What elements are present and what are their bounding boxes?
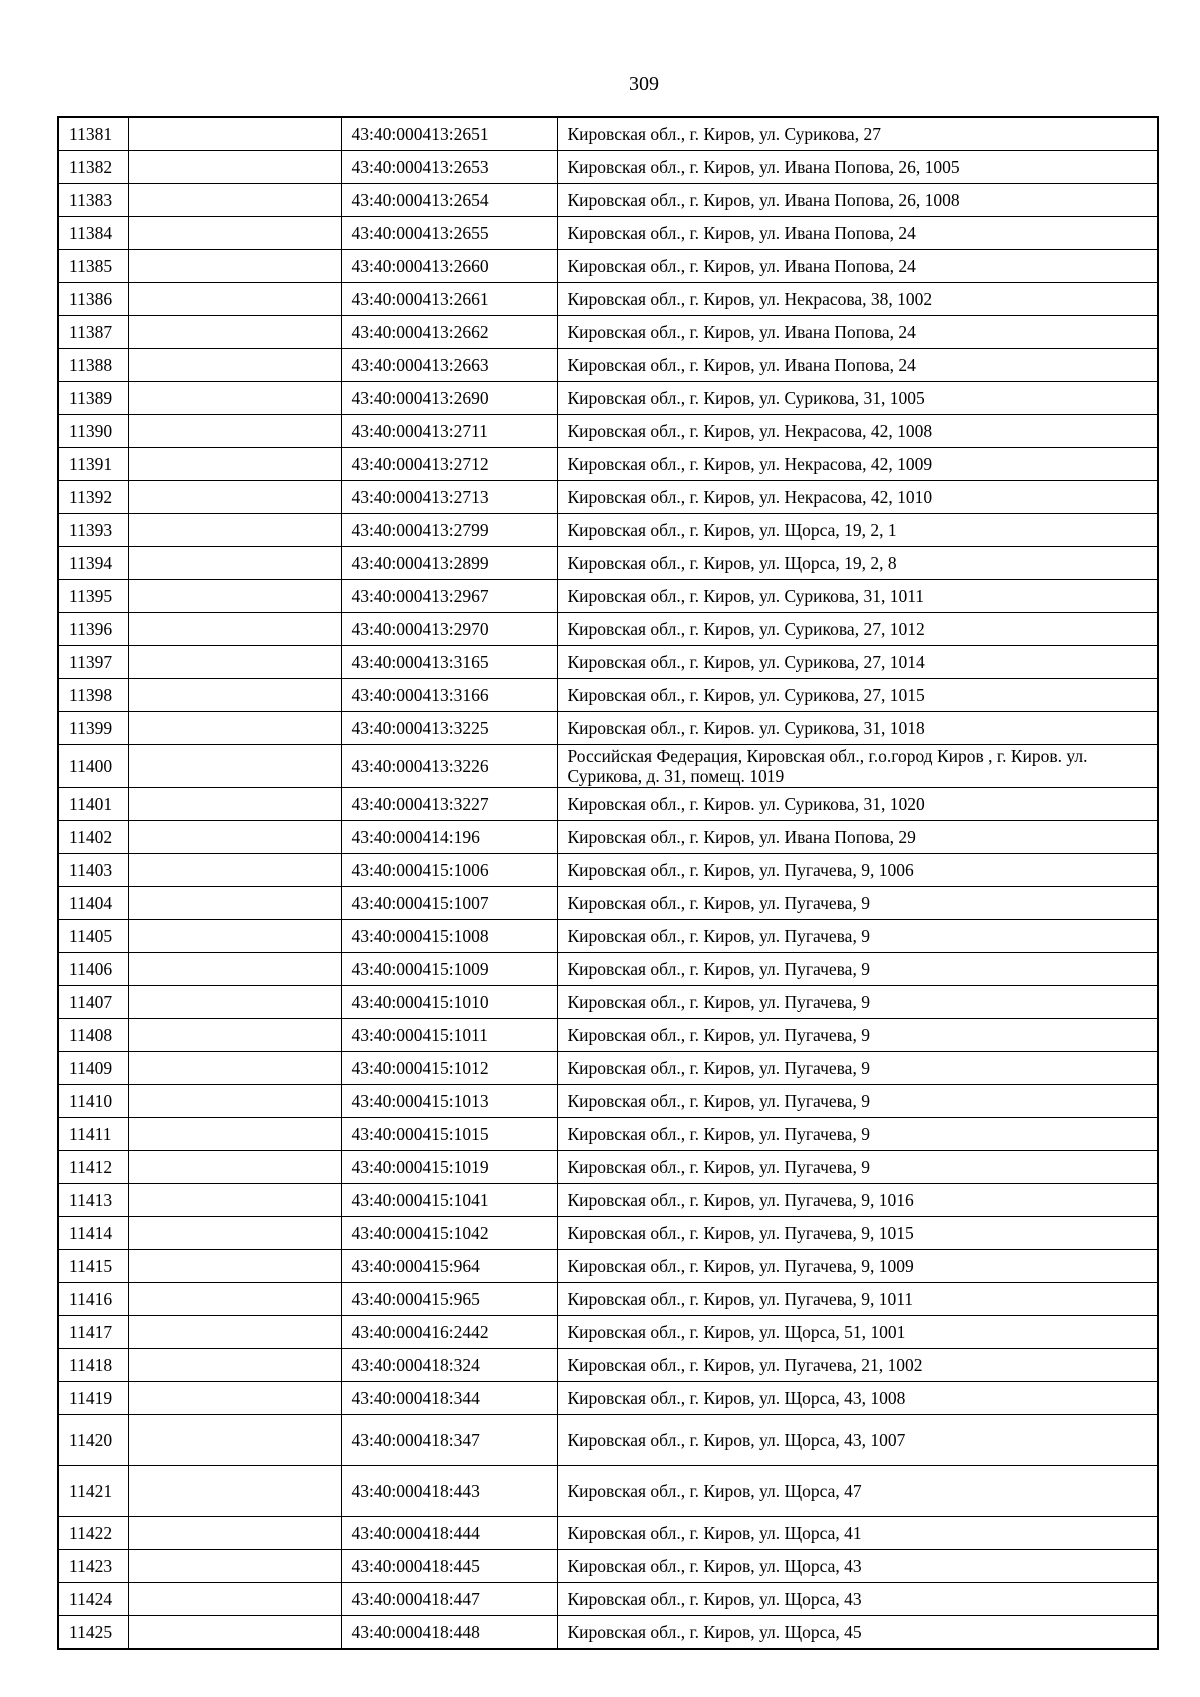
cadastral-number-cell: 43:40:000413:2712	[341, 448, 557, 481]
address-cell: Кировская обл., г. Киров, ул. Пугачева, 9, 1006	[557, 854, 1158, 887]
cadastral-number-cell: 43:40:000413:3225	[341, 712, 557, 745]
page-number: 309	[629, 73, 659, 95]
row-number-cell: 11391	[58, 448, 128, 481]
empty-cell	[128, 250, 341, 283]
row-number-cell: 11383	[58, 184, 128, 217]
table-row	[58, 1349, 1158, 1382]
address-cell: Кировская обл., г. Киров, ул. Пугачева, 9	[557, 920, 1158, 953]
empty-cell	[128, 1349, 341, 1382]
empty-cell	[128, 349, 341, 382]
cadastral-number-cell: 43:40:000415:1012	[341, 1052, 557, 1085]
empty-cell	[128, 1250, 341, 1283]
empty-cell	[128, 1466, 341, 1517]
row-number-cell: 11389	[58, 382, 128, 415]
table-row	[58, 646, 1158, 679]
cadastral-number-cell: 43:40:000418:443	[341, 1466, 557, 1517]
empty-cell	[128, 117, 341, 151]
table-row	[58, 382, 1158, 415]
row-number-cell: 11417	[58, 1316, 128, 1349]
table-row	[58, 1250, 1158, 1283]
table-row	[58, 953, 1158, 986]
row-number-cell: 11420	[58, 1415, 128, 1466]
empty-cell	[128, 788, 341, 821]
row-number-cell: 11406	[58, 953, 128, 986]
empty-cell	[128, 679, 341, 712]
row-number-cell: 11424	[58, 1583, 128, 1616]
table-row	[58, 1316, 1158, 1349]
cadastral-number-cell: 43:40:000415:1010	[341, 986, 557, 1019]
table-row	[58, 1415, 1158, 1466]
cadastral-number-cell: 43:40:000415:964	[341, 1250, 557, 1283]
cadastral-number-cell: 43:40:000413:2663	[341, 349, 557, 382]
empty-cell	[128, 382, 341, 415]
cadastral-number-cell: 43:40:000413:2654	[341, 184, 557, 217]
address-cell: Кировская обл., г. Киров, ул. Щорса, 43, 1007	[557, 1415, 1158, 1466]
table-row	[58, 217, 1158, 250]
table-row	[58, 821, 1158, 854]
address-cell: Кировская обл., г. Киров, ул. Пугачева, 9	[557, 887, 1158, 920]
table-row	[58, 547, 1158, 580]
cadastral-number-cell: 43:40:000413:3166	[341, 679, 557, 712]
table-row	[58, 448, 1158, 481]
address-cell: Кировская обл., г. Киров, ул. Щорса, 19, 2, 8	[557, 547, 1158, 580]
address-cell: Кировская обл., г. Киров, ул. Пугачева, 9	[557, 1085, 1158, 1118]
cadastral-number-cell: 43:40:000418:445	[341, 1550, 557, 1583]
address-cell: Кировская обл., г. Киров, ул. Ивана Попова, 24	[557, 316, 1158, 349]
cadastral-number-cell: 43:40:000413:2651	[341, 117, 557, 151]
empty-cell	[128, 854, 341, 887]
address-cell: Кировская обл., г. Киров, ул. Ивана Попова, 26, 1008	[557, 184, 1158, 217]
empty-cell	[128, 613, 341, 646]
table-row	[58, 1382, 1158, 1415]
registry-table	[57, 116, 1159, 1650]
row-number-cell: 11388	[58, 349, 128, 382]
cadastral-number-cell: 43:40:000415:965	[341, 1283, 557, 1316]
cadastral-number-cell: 43:40:000413:2653	[341, 151, 557, 184]
cadastral-number-cell: 43:40:000415:1042	[341, 1217, 557, 1250]
registry-table-body	[58, 117, 1158, 1649]
table-row	[58, 250, 1158, 283]
address-cell: Кировская обл., г. Киров, ул. Сурикова, 27, 1015	[557, 679, 1158, 712]
table-row	[58, 745, 1158, 788]
cadastral-number-cell: 43:40:000415:1019	[341, 1151, 557, 1184]
empty-cell	[128, 920, 341, 953]
cadastral-number-cell: 43:40:000415:1041	[341, 1184, 557, 1217]
cadastral-number-cell: 43:40:000418:447	[341, 1583, 557, 1616]
table-row	[58, 117, 1158, 151]
row-number-cell: 11393	[58, 514, 128, 547]
table-row	[58, 1019, 1158, 1052]
cadastral-number-cell: 43:40:000415:1006	[341, 854, 557, 887]
row-number-cell: 11423	[58, 1550, 128, 1583]
address-cell: Кировская обл., г. Киров, ул. Щорса, 19, 2, 1	[557, 514, 1158, 547]
address-cell: Кировская обл., г. Киров, ул. Пугачева, 9, 1015	[557, 1217, 1158, 1250]
empty-cell	[128, 184, 341, 217]
row-number-cell: 11394	[58, 547, 128, 580]
row-number-cell: 11422	[58, 1517, 128, 1550]
empty-cell	[128, 1283, 341, 1316]
empty-cell	[128, 821, 341, 854]
empty-cell	[128, 1085, 341, 1118]
row-number-cell: 11396	[58, 613, 128, 646]
empty-cell	[128, 283, 341, 316]
empty-cell	[128, 986, 341, 1019]
table-row	[58, 679, 1158, 712]
empty-cell	[128, 514, 341, 547]
row-number-cell: 11412	[58, 1151, 128, 1184]
empty-cell	[128, 1517, 341, 1550]
address-cell: Кировская обл., г. Киров, ул. Пугачева, 9	[557, 1019, 1158, 1052]
address-cell: Кировская обл., г. Киров, ул. Пугачева, 9	[557, 953, 1158, 986]
cadastral-number-cell: 43:40:000413:3165	[341, 646, 557, 679]
table-row	[58, 316, 1158, 349]
cadastral-number-cell: 43:40:000415:1015	[341, 1118, 557, 1151]
address-cell: Кировская обл., г. Киров, ул. Пугачева, 9	[557, 1118, 1158, 1151]
table-row	[58, 788, 1158, 821]
row-number-cell: 11382	[58, 151, 128, 184]
row-number-cell: 11397	[58, 646, 128, 679]
address-cell: Кировская обл., г. Киров, ул. Некрасова, 42, 1009	[557, 448, 1158, 481]
row-number-cell: 11386	[58, 283, 128, 316]
cadastral-number-cell: 43:40:000415:1007	[341, 887, 557, 920]
table-row	[58, 1085, 1158, 1118]
table-row	[58, 1517, 1158, 1550]
address-cell: Кировская обл., г. Киров. ул. Сурикова, 31, 1018	[557, 712, 1158, 745]
row-number-cell: 11399	[58, 712, 128, 745]
address-cell: Кировская обл., г. Киров, ул. Некрасова, 38, 1002	[557, 283, 1158, 316]
cadastral-number-cell: 43:40:000418:448	[341, 1616, 557, 1650]
cadastral-number-cell: 43:40:000413:2799	[341, 514, 557, 547]
cadastral-number-cell: 43:40:000415:1008	[341, 920, 557, 953]
address-cell: Кировская обл., г. Киров, ул. Ивана Попова, 24	[557, 217, 1158, 250]
table-row	[58, 1616, 1158, 1650]
table-row	[58, 887, 1158, 920]
empty-cell	[128, 1316, 341, 1349]
row-number-cell: 11400	[58, 745, 128, 788]
row-number-cell: 11413	[58, 1184, 128, 1217]
empty-cell	[128, 547, 341, 580]
cadastral-number-cell: 43:40:000413:2655	[341, 217, 557, 250]
address-cell: Кировская обл., г. Киров, ул. Щорса, 43	[557, 1583, 1158, 1616]
address-cell: Кировская обл., г. Киров, ул. Щорса, 51, 1001	[557, 1316, 1158, 1349]
table-row	[58, 1283, 1158, 1316]
cadastral-number-cell: 43:40:000418:347	[341, 1415, 557, 1466]
empty-cell	[128, 1151, 341, 1184]
address-cell: Кировская обл., г. Киров, ул. Сурикова, 31, 1011	[557, 580, 1158, 613]
address-cell: Кировская обл., г. Киров, ул. Щорса, 43	[557, 1550, 1158, 1583]
address-cell: Кировская обл., г. Киров, ул. Некрасова, 42, 1010	[557, 481, 1158, 514]
empty-cell	[128, 953, 341, 986]
address-cell: Кировская обл., г. Киров, ул. Пугачева, 9, 1016	[557, 1184, 1158, 1217]
table-row	[58, 1466, 1158, 1517]
empty-cell	[128, 887, 341, 920]
table-row	[58, 283, 1158, 316]
cadastral-number-cell: 43:40:000413:2970	[341, 613, 557, 646]
address-cell: Кировская обл., г. Киров, ул. Ивана Попова, 24	[557, 349, 1158, 382]
address-cell: Кировская обл., г. Киров, ул. Ивана Попова, 26, 1005	[557, 151, 1158, 184]
row-number-cell: 11390	[58, 415, 128, 448]
row-number-cell: 11407	[58, 986, 128, 1019]
cadastral-number-cell: 43:40:000413:2967	[341, 580, 557, 613]
cadastral-number-cell: 43:40:000415:1011	[341, 1019, 557, 1052]
empty-cell	[128, 1415, 341, 1466]
empty-cell	[128, 1019, 341, 1052]
address-cell: Кировская обл., г. Киров, ул. Сурикова, 27, 1012	[557, 613, 1158, 646]
cadastral-number-cell: 43:40:000413:2690	[341, 382, 557, 415]
address-cell: Кировская обл., г. Киров, ул. Щорса, 47	[557, 1466, 1158, 1517]
address-cell: Российская Федерация, Кировская обл., г.о.город Киров , г. Киров. ул. Сурикова, д. 31, помещ. 1019	[557, 745, 1158, 788]
table-row	[58, 920, 1158, 953]
empty-cell	[128, 1052, 341, 1085]
address-cell: Кировская обл., г. Киров, ул. Некрасова, 42, 1008	[557, 415, 1158, 448]
row-number-cell: 11398	[58, 679, 128, 712]
empty-cell	[128, 646, 341, 679]
row-number-cell: 11404	[58, 887, 128, 920]
address-cell: Кировская обл., г. Киров, ул. Пугачева, 9	[557, 986, 1158, 1019]
row-number-cell: 11414	[58, 1217, 128, 1250]
row-number-cell: 11411	[58, 1118, 128, 1151]
cadastral-number-cell: 43:40:000416:2442	[341, 1316, 557, 1349]
address-cell: Кировская обл., г. Киров, ул. Ивана Попова, 24	[557, 250, 1158, 283]
empty-cell	[128, 1118, 341, 1151]
row-number-cell: 11401	[58, 788, 128, 821]
row-number-cell: 11385	[58, 250, 128, 283]
row-number-cell: 11408	[58, 1019, 128, 1052]
table-row	[58, 415, 1158, 448]
empty-cell	[128, 316, 341, 349]
row-number-cell: 11381	[58, 117, 128, 151]
address-cell: Кировская обл., г. Киров, ул. Щорса, 41	[557, 1517, 1158, 1550]
cadastral-number-cell: 43:40:000418:344	[341, 1382, 557, 1415]
table-row	[58, 854, 1158, 887]
empty-cell	[128, 217, 341, 250]
row-number-cell: 11403	[58, 854, 128, 887]
row-number-cell: 11405	[58, 920, 128, 953]
cadastral-number-cell: 43:40:000413:3227	[341, 788, 557, 821]
empty-cell	[128, 1550, 341, 1583]
empty-cell	[128, 580, 341, 613]
cadastral-number-cell: 43:40:000413:2711	[341, 415, 557, 448]
cadastral-number-cell: 43:40:000413:2713	[341, 481, 557, 514]
empty-cell	[128, 745, 341, 788]
table-row	[58, 481, 1158, 514]
empty-cell	[128, 1184, 341, 1217]
table-row	[58, 1118, 1158, 1151]
table-row	[58, 613, 1158, 646]
table-row	[58, 1184, 1158, 1217]
empty-cell	[128, 712, 341, 745]
address-cell: Кировская обл., г. Киров, ул. Пугачева, 9, 1009	[557, 1250, 1158, 1283]
row-number-cell: 11410	[58, 1085, 128, 1118]
empty-cell	[128, 1583, 341, 1616]
cadastral-number-cell: 43:40:000418:444	[341, 1517, 557, 1550]
row-number-cell: 11416	[58, 1283, 128, 1316]
row-number-cell: 11425	[58, 1616, 128, 1650]
row-number-cell: 11384	[58, 217, 128, 250]
table-row	[58, 151, 1158, 184]
cadastral-number-cell: 43:40:000415:1009	[341, 953, 557, 986]
table-row	[58, 1217, 1158, 1250]
cadastral-number-cell: 43:40:000415:1013	[341, 1085, 557, 1118]
table-row	[58, 1583, 1158, 1616]
address-cell: Кировская обл., г. Киров, ул. Пугачева, 9, 1011	[557, 1283, 1158, 1316]
table-row	[58, 184, 1158, 217]
row-number-cell: 11409	[58, 1052, 128, 1085]
cadastral-number-cell: 43:40:000413:2660	[341, 250, 557, 283]
empty-cell	[128, 1217, 341, 1250]
cadastral-number-cell: 43:40:000413:2899	[341, 547, 557, 580]
empty-cell	[128, 415, 341, 448]
cadastral-number-cell: 43:40:000414:196	[341, 821, 557, 854]
empty-cell	[128, 151, 341, 184]
empty-cell	[128, 1382, 341, 1415]
row-number-cell: 11392	[58, 481, 128, 514]
empty-cell	[128, 448, 341, 481]
address-cell: Кировская обл., г. Киров, ул. Пугачева, 9	[557, 1052, 1158, 1085]
cadastral-number-cell: 43:40:000418:324	[341, 1349, 557, 1382]
row-number-cell: 11421	[58, 1466, 128, 1517]
cadastral-number-cell: 43:40:000413:2662	[341, 316, 557, 349]
cadastral-number-cell: 43:40:000413:2661	[341, 283, 557, 316]
address-cell: Кировская обл., г. Киров, ул. Пугачева, 21, 1002	[557, 1349, 1158, 1382]
table-row	[58, 1052, 1158, 1085]
empty-cell	[128, 481, 341, 514]
empty-cell	[128, 1616, 341, 1650]
address-cell: Кировская обл., г. Киров, ул. Щорса, 43, 1008	[557, 1382, 1158, 1415]
table-row	[58, 1151, 1158, 1184]
table-row	[58, 1550, 1158, 1583]
address-cell: Кировская обл., г. Киров. ул. Сурикова, 31, 1020	[557, 788, 1158, 821]
table-row	[58, 986, 1158, 1019]
address-cell: Кировская обл., г. Киров, ул. Щорса, 45	[557, 1616, 1158, 1650]
table-row	[58, 514, 1158, 547]
address-cell: Кировская обл., г. Киров, ул. Сурикова, 31, 1005	[557, 382, 1158, 415]
table-row	[58, 580, 1158, 613]
row-number-cell: 11415	[58, 1250, 128, 1283]
row-number-cell: 11402	[58, 821, 128, 854]
address-cell: Кировская обл., г. Киров, ул. Пугачева, 9	[557, 1151, 1158, 1184]
row-number-cell: 11395	[58, 580, 128, 613]
row-number-cell: 11418	[58, 1349, 128, 1382]
table-row	[58, 349, 1158, 382]
table-row	[58, 712, 1158, 745]
address-cell: Кировская обл., г. Киров, ул. Сурикова, 27, 1014	[557, 646, 1158, 679]
address-cell: Кировская обл., г. Киров, ул. Ивана Попова, 29	[557, 821, 1158, 854]
row-number-cell: 11419	[58, 1382, 128, 1415]
address-cell: Кировская обл., г. Киров, ул. Сурикова, 27	[557, 117, 1158, 151]
cadastral-number-cell: 43:40:000413:3226	[341, 745, 557, 788]
row-number-cell: 11387	[58, 316, 128, 349]
